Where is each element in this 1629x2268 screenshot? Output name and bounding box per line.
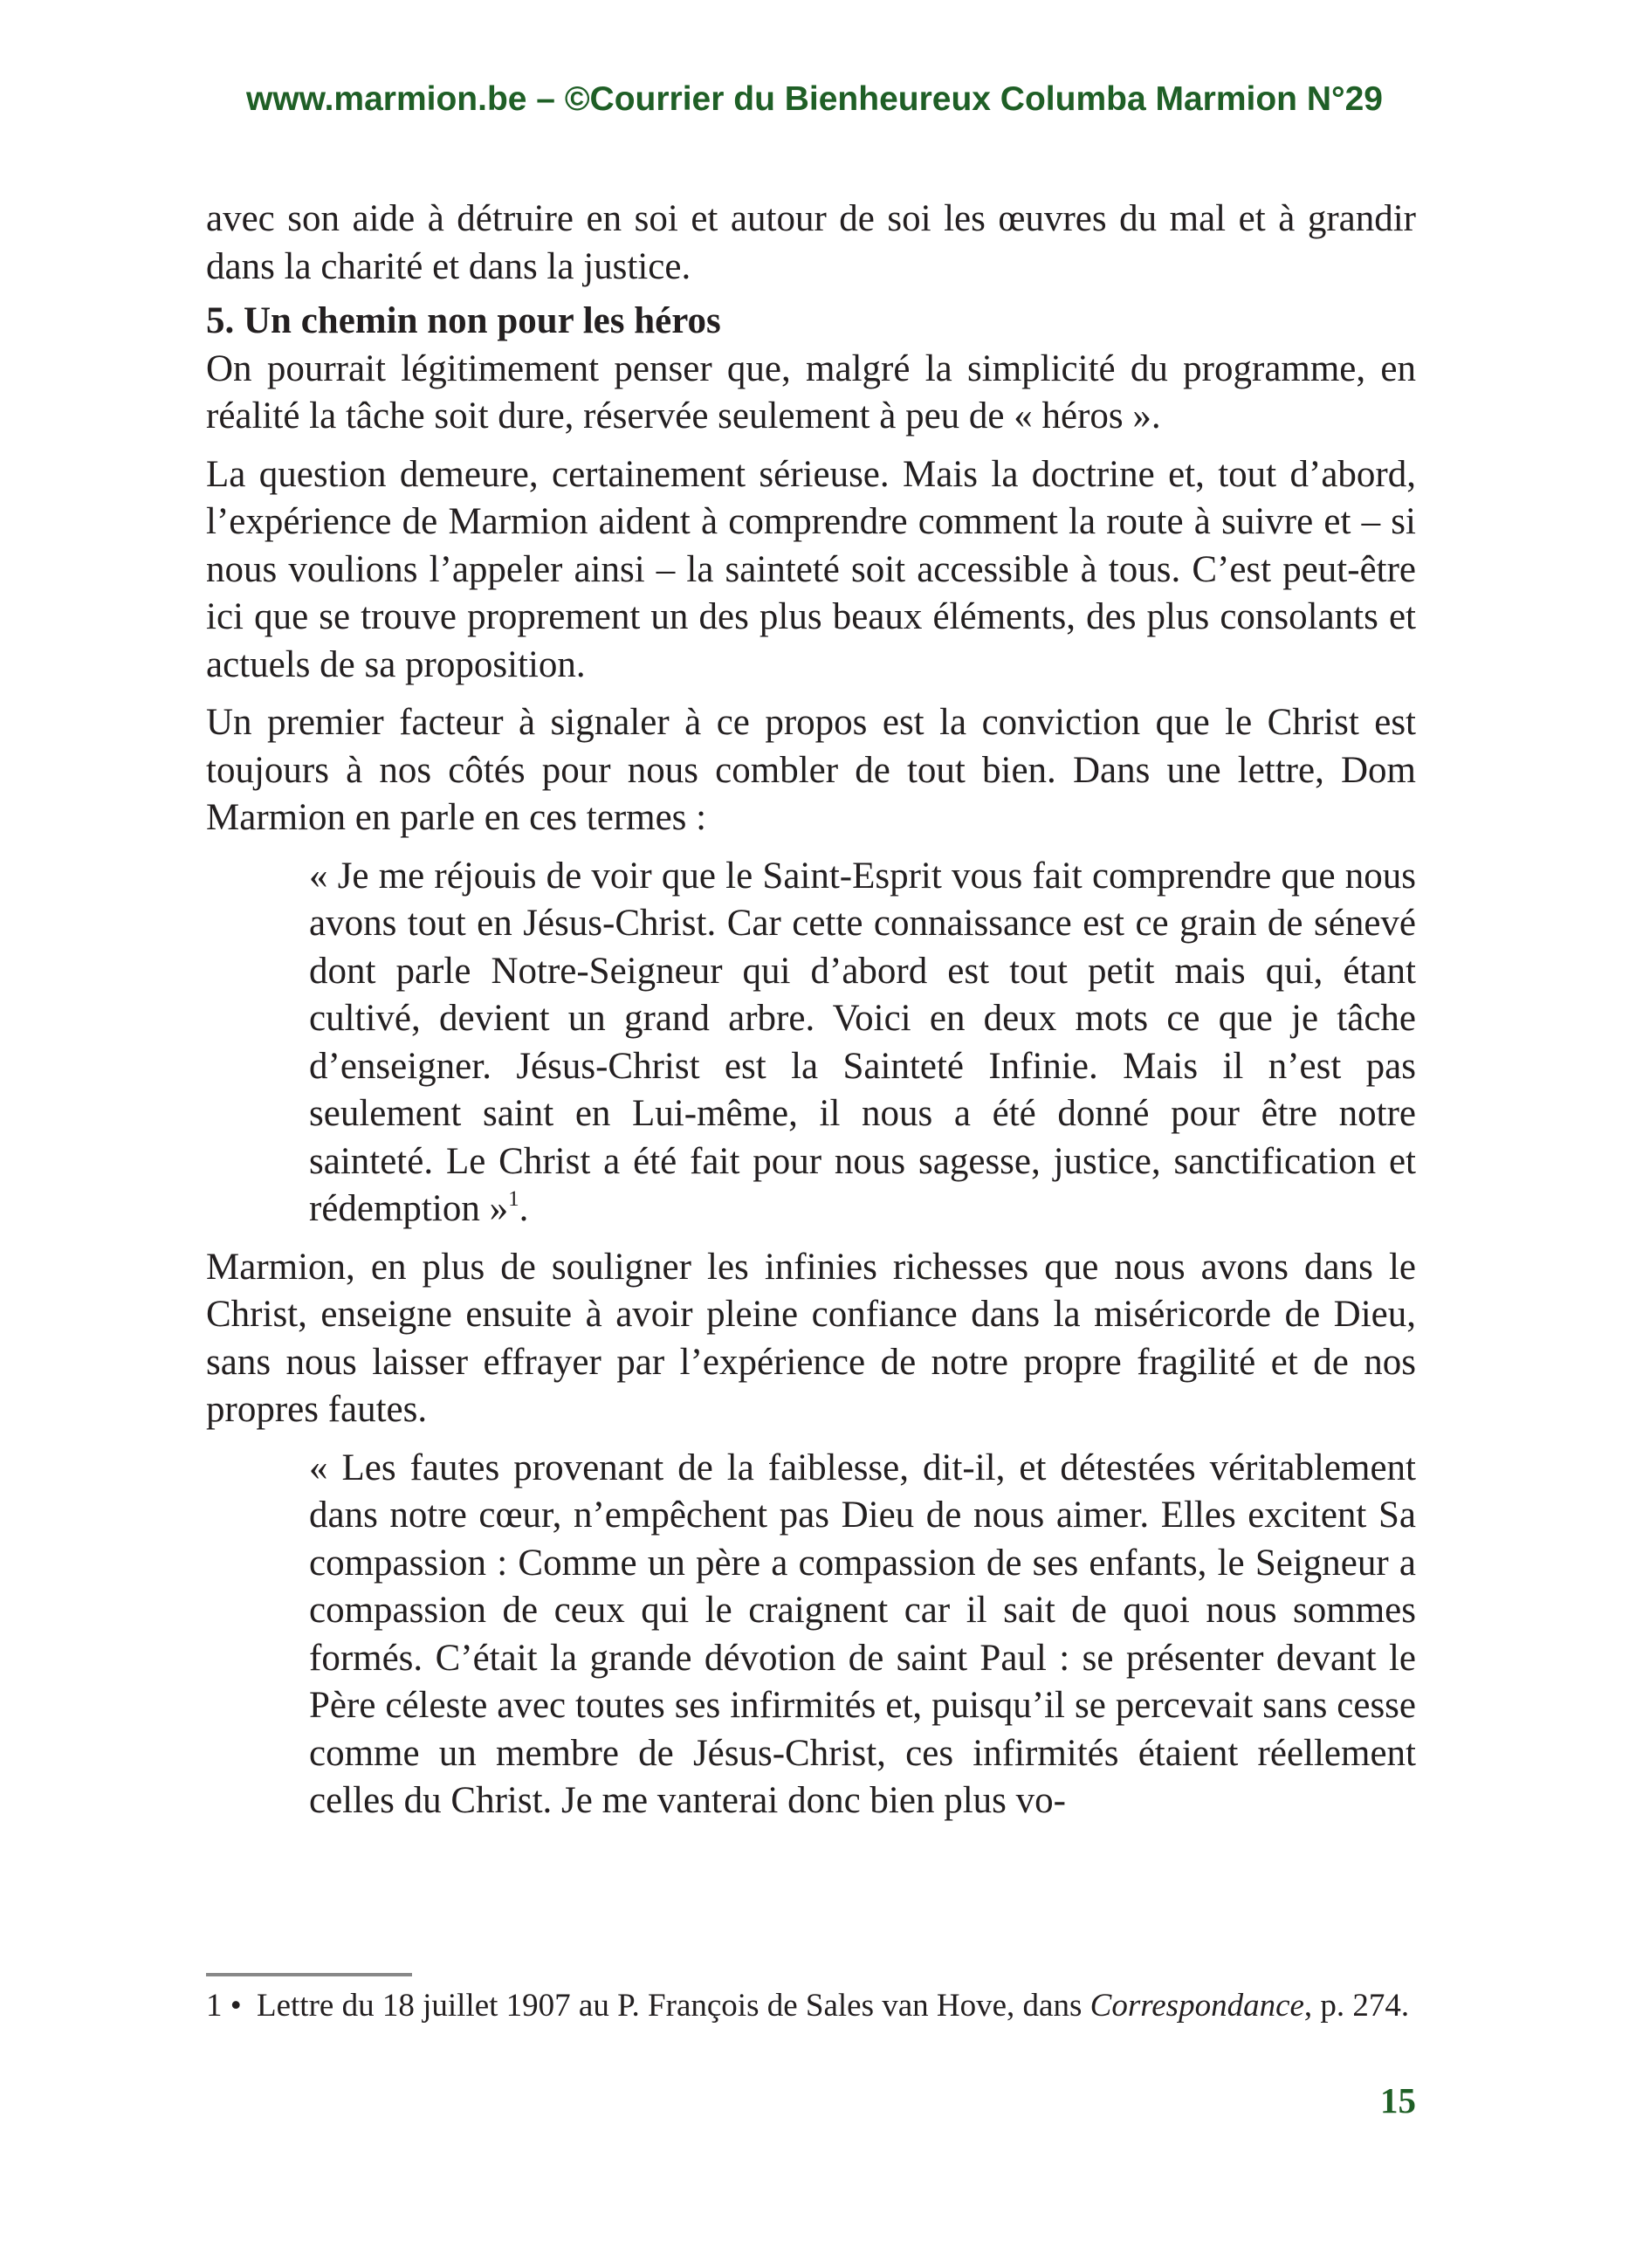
footnote-book-title: Correspondance: [1089, 1988, 1304, 2024]
block-quote: [309, 1445, 1416, 1825]
footnote-text-after: , p. 274.: [1303, 1988, 1410, 2024]
paragraph: Marmion, en plus de souligner les infinies richesses que nous avons dans le Christ, enseigne ensuite à avoir pleine confiance dans la miséricorde de Dieu, sans nous laisser effrayer par l’expérience de notre propre fragilité et de nos propres fautes.: [206, 1246, 1416, 1430]
block-quote: [309, 853, 1416, 1234]
quote-end-punctuation: .: [519, 1188, 529, 1229]
footnote-number: 1 •: [206, 1988, 242, 2024]
quote-text: « Je me réjouis de voir que le Saint-Esprit vous fait comprendre que nous avons tout en Jésus-Christ. Car cette connaissance est ce grain de sénevé dont parle Notre-Seigneur qui d’abord est tout petit mais qui, étant cultivé, devient un grand arbre. Voici en deux mots ce que je tâche d’enseigner. Jésus-Christ est la Sainteté Infinie. Mais il n’est pas seulement saint en Lui-même, il nous a été donné pour être notre sainteté. Le Christ a été fait pour nous sagesse, justice, sanctification et rédemption »: [309, 855, 1416, 1229]
quote-text: « Les fautes provenant de la faiblesse, dit-il, et détestées véritablement dans notre cœur, n’empêchent pas Dieu de nous aimer. Elles excitent Sa compassion : Comme un père a compassion de ses enfants, le Seigneur a compassion de ceux qui le craignent car il sait de quoi nous sommes formés. C’était la grande dévotion de saint Paul : se présenter devant le Père céleste avec toutes ses infirmités et, puisqu’il se percevait sans cesse comme un membre de Jésus-Christ, ces infirmités étaient réellement celles du Christ. Je me vanterai donc bien plus vo-: [309, 1447, 1416, 1821]
paragraph: La question demeure, certainement sérieuse. Mais la doctrine et, tout d’abord, l’expérience de Marmion aident à comprendre comment la route à suivre et – si nous voulions l’appeler ainsi – la sainteté soit accessible à tous. C’est peut-être ici que se trouve proprement un des plus beaux éléments, des plus consolants et actuels de sa proposition.: [206, 453, 1416, 685]
paragraph: On pourrait légitimement penser que, malgré la simplicité du programme, en réalité la tâche soit dure, réservée seulement à peu de « héros ».: [206, 347, 1416, 436]
footnote-reference[interactable]: 1: [508, 1187, 519, 1211]
footnote: [206, 1983, 1416, 2029]
paragraph-continuation: avec son aide à détruire en soi et autour de soi les œuvres du mal et à grandir dans la charité et dans la justice.: [206, 198, 1416, 287]
footnote-text-before: Lettre du 18 juillet 1907 au P. François de Sales van Hove, dans: [257, 1988, 1090, 2024]
section-heading: 5. Un chemin non pour les héros: [206, 300, 721, 341]
footnote-text: [206, 1983, 1416, 2029]
paragraph: Un premier facteur à signaler à ce propos est la conviction que le Christ est toujours à nos côtés pour nous combler de tout bien. Dans une lettre, Dom Marmion en parle en ces termes :: [206, 702, 1416, 838]
page-number: 15: [1380, 2080, 1416, 2120]
footnote-rule: [206, 1973, 412, 1976]
running-header: www.marmion.be – ©Courrier du Bienheureux Columba Marmion N°29: [246, 80, 1383, 118]
page-body: [206, 196, 1416, 1836]
